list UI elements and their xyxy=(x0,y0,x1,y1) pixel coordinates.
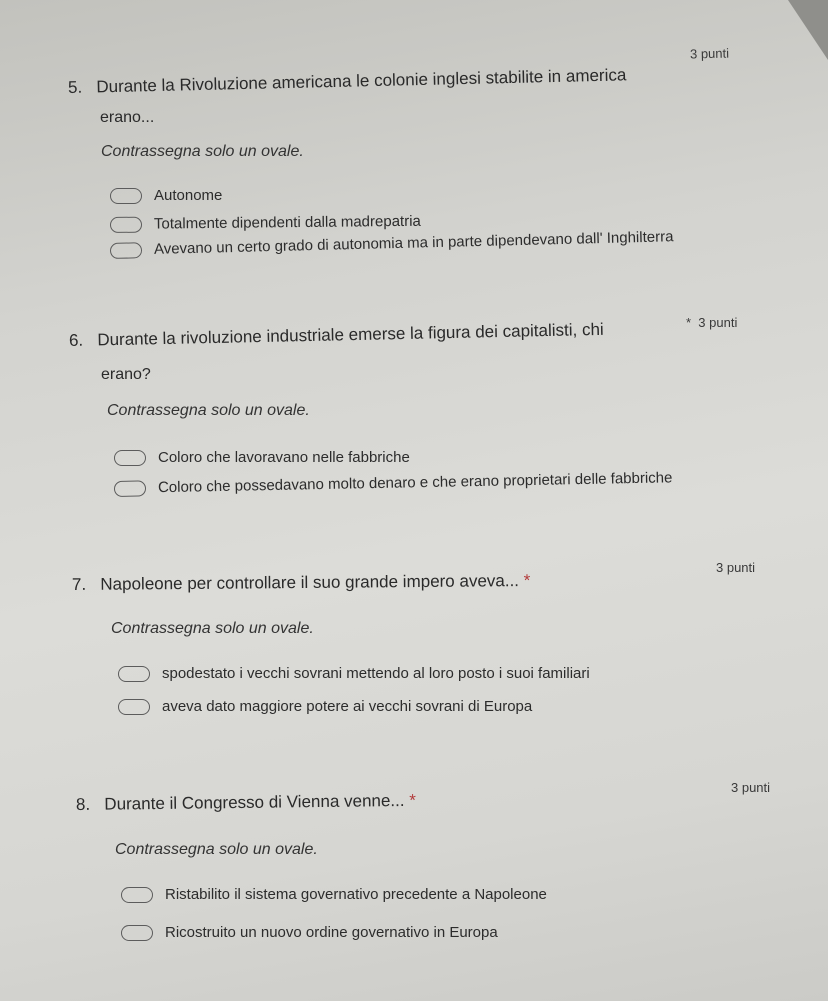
question-6-instruction: Contrassegna solo un ovale. xyxy=(107,402,310,419)
question-5-text-line2: erano... xyxy=(100,109,155,126)
option-label: Totalmente dipendenti dalla madrepatria xyxy=(153,212,421,233)
question-7-option-1[interactable] xyxy=(118,665,590,682)
radio-oval[interactable] xyxy=(114,480,146,497)
question-7-text: 7. Napoleone per controllare il suo grande impero aveva... * xyxy=(71,571,531,594)
question-5-option-2[interactable] xyxy=(110,213,421,233)
option-label: Autonome xyxy=(154,187,223,204)
radio-oval[interactable] xyxy=(121,925,153,941)
question-7-option-2[interactable] xyxy=(118,698,532,715)
option-label: aveva dato maggiore potere ai vecchi sovrani di Europa xyxy=(162,698,533,715)
question-7-instruction: Contrassegna solo un ovale. xyxy=(111,620,314,637)
radio-oval[interactable] xyxy=(121,887,153,903)
radio-oval[interactable] xyxy=(110,242,142,259)
question-5-option-1[interactable] xyxy=(110,187,222,204)
question-5-text: 5. Durante la Rivoluzione americana le colonie inglesi stabilite in america xyxy=(67,65,627,97)
question-6-text: 6. Durante la rivoluzione industriale emerse la figura dei capitalisti, chi xyxy=(68,319,604,350)
radio-oval[interactable] xyxy=(118,699,150,715)
radio-oval[interactable] xyxy=(118,666,150,682)
radio-oval[interactable] xyxy=(110,216,142,232)
question-6-points: * 3 punti xyxy=(686,315,738,330)
question-6-option-1[interactable] xyxy=(114,449,410,466)
question-5-instruction: Contrassegna solo un ovale. xyxy=(101,143,304,160)
question-8-text: 8. Durante il Congresso di Vienna venne... * xyxy=(75,790,417,814)
option-label: Coloro che possedavano molto denaro e che erano proprietari delle fabbriche xyxy=(157,469,673,497)
option-label: Ricostruito un nuovo ordine governativo in Europa xyxy=(165,924,498,941)
question-8-option-2[interactable] xyxy=(121,924,498,941)
option-label: spodestato i vecchi sovrani mettendo al loro posto i suoi familiari xyxy=(162,665,590,682)
option-label: Coloro che lavoravano nelle fabbriche xyxy=(158,449,410,466)
question-5-points: 3 punti xyxy=(689,45,730,62)
question-8-instruction: Contrassegna solo un ovale. xyxy=(115,841,318,858)
question-8-points: 3 punti xyxy=(731,780,771,795)
question-7-points: 3 punti xyxy=(716,560,756,575)
radio-oval[interactable] xyxy=(114,450,146,466)
radio-oval[interactable] xyxy=(110,188,142,204)
option-label: Ristabilito il sistema governativo precedente a Napoleone xyxy=(165,886,547,903)
question-6-text-line2: erano? xyxy=(101,366,151,383)
question-8-option-1[interactable] xyxy=(121,886,547,903)
option-label: Avevano un certo grado di autonomia ma in parte dipendevano dall' Inghilterra xyxy=(153,228,674,258)
page-corner-shadow xyxy=(788,0,828,60)
